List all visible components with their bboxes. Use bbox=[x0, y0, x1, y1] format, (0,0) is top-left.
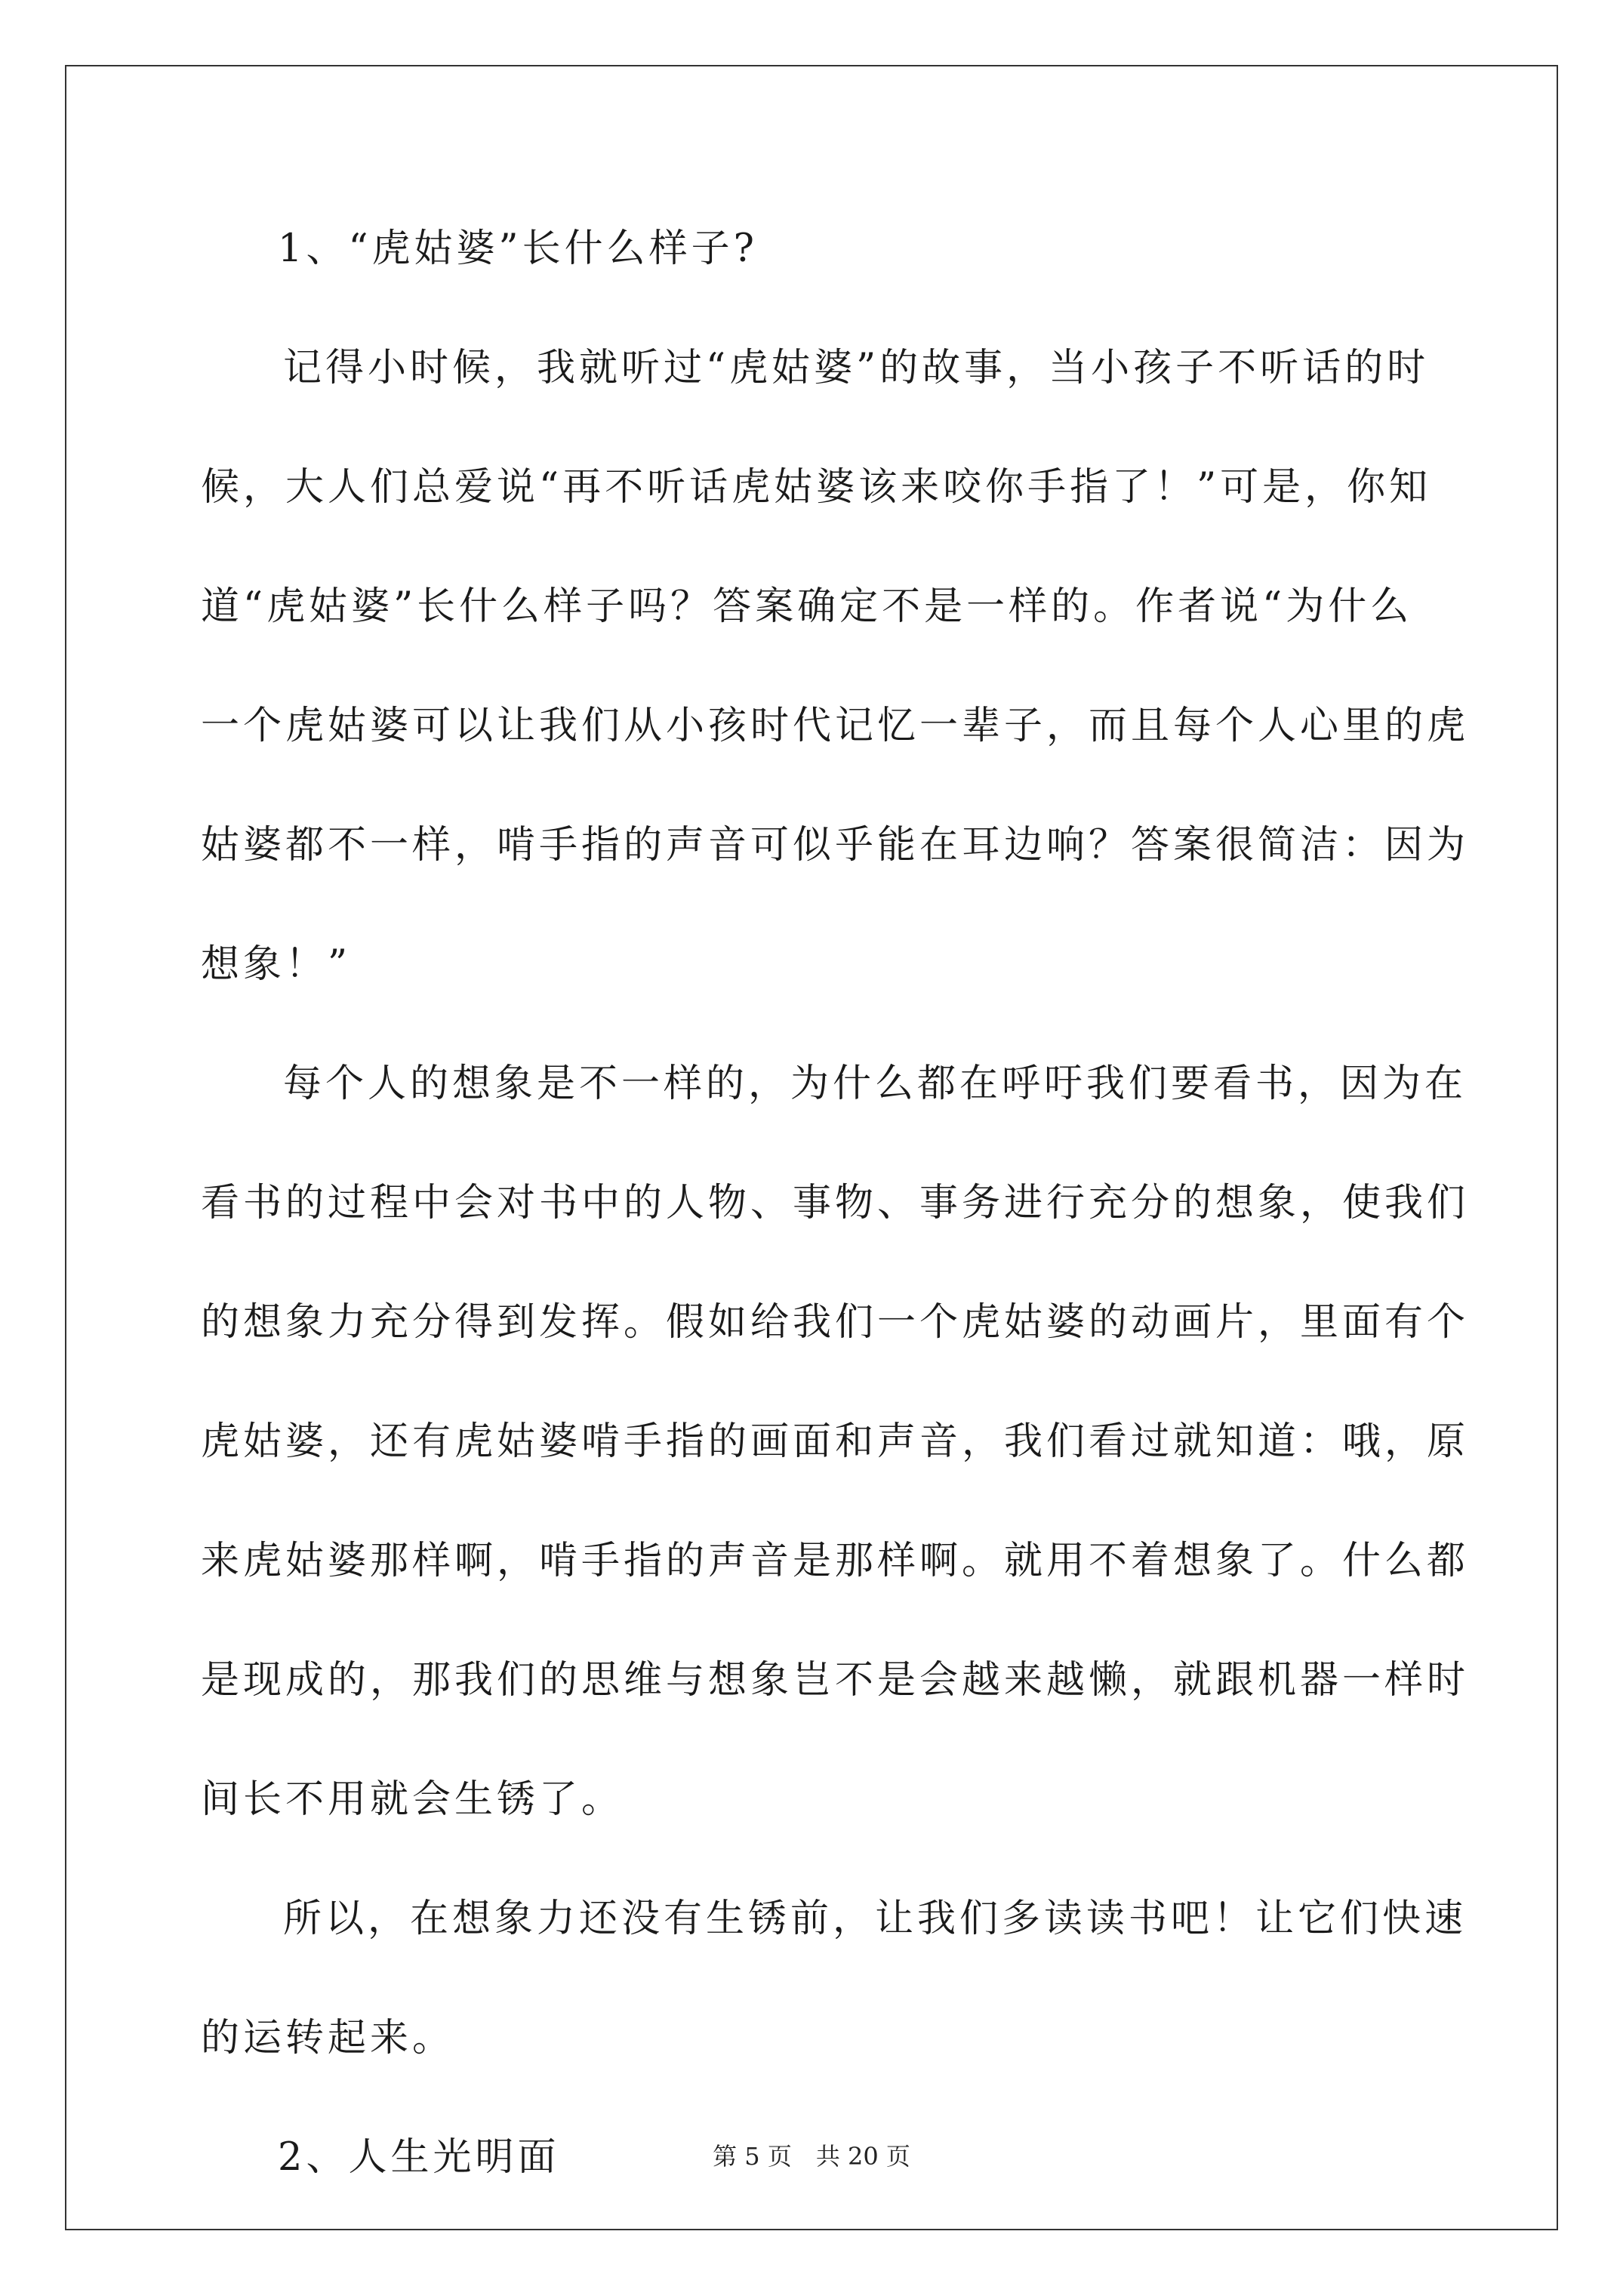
paragraph-3-line: 的运转起来。 bbox=[201, 2016, 455, 2060]
paragraph-1-line: 一个虎姑婆可以让我们从小孩时代记忆一辈子，而且每个人心里的虎 bbox=[201, 704, 1470, 748]
paragraph-3-line: 所以，在想象力还没有生锈前，让我们多读读书吧！让它们快速 bbox=[283, 1897, 1467, 1941]
paragraph-2-line: 来虎姑婆那样啊，啃手指的声音是那样啊。就用不着想象了。什么都 bbox=[201, 1539, 1470, 1583]
paragraph-1-line: 姑婆都不一样，啃手指的声音可似乎能在耳边响？答案很简洁：因为 bbox=[201, 823, 1470, 868]
page-number-footer: 第 5 页 共 20 页 bbox=[713, 2142, 910, 2171]
paragraph-2-line: 间长不用就会生锈了。 bbox=[201, 1777, 624, 1822]
paragraph-2 bbox=[201, 1054, 1470, 1829]
paragraph-2-line: 看书的过程中会对书中的人物、事物、事务进行充分的想象，使我们 bbox=[201, 1181, 1470, 1225]
paragraph-1-line: 记得小时候，我就听过“虎姑婆”的故事，当小孩子不听话的时 bbox=[283, 346, 1430, 390]
paragraph-1 bbox=[201, 338, 1470, 994]
section-heading-2: 2、人生光明面 bbox=[278, 2135, 560, 2180]
document-body bbox=[201, 219, 1470, 2187]
paragraph-2-line: 虎姑婆，还有虎姑婆啃手指的画面和声音，我们看过就知道：哦，原 bbox=[201, 1419, 1470, 1464]
paragraph-1-line: 候，大人们总爱说“再不听话虎姑婆该来咬你手指了！”可是，你知 bbox=[201, 465, 1432, 510]
paragraph-3 bbox=[201, 1889, 1467, 2068]
section-heading-1: 1、“虎姑婆”长什么样子? bbox=[278, 227, 758, 271]
paragraph-2-line: 的想象力充分得到发挥。假如给我们一个虎姑婆的动画片，里面有个 bbox=[201, 1300, 1470, 1345]
paragraph-2-line: 每个人的想象是不一样的，为什么都在呼吁我们要看书，因为在 bbox=[283, 1062, 1467, 1106]
paragraph-1-line: 想象！” bbox=[201, 942, 352, 987]
paragraph-1-line: 道“虎姑婆”长什么样子吗？答案确定不是一样的。作者说“为什么 bbox=[201, 584, 1413, 629]
paragraph-2-line: 是现成的，那我们的思维与想象岂不是会越来越懒，就跟机器一样时 bbox=[201, 1658, 1470, 1703]
